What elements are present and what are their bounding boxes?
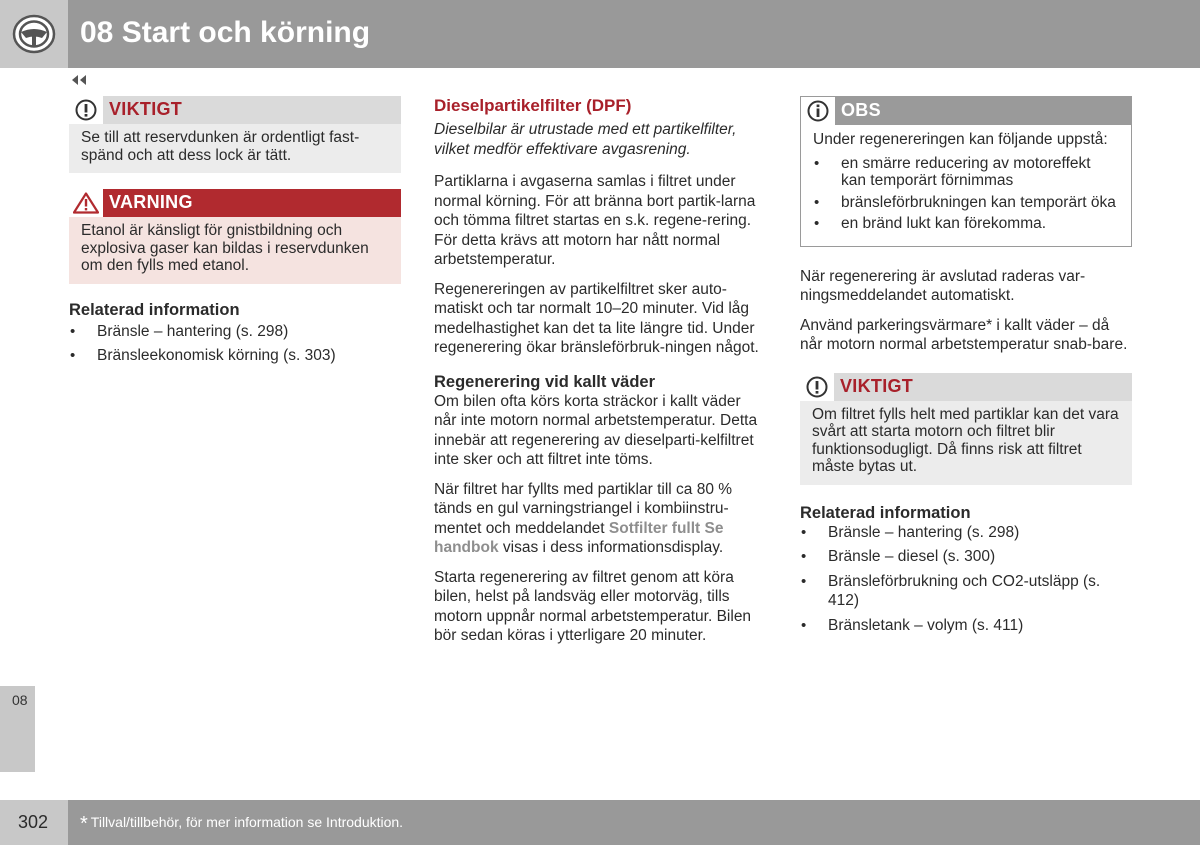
obs-header — [801, 97, 1131, 125]
obs-intro: Under regenereringen kan följande uppstå: — [813, 131, 1108, 148]
paragraph: När regenerering är avslutad raderas var-ningsmeddelandet automatiskt. — [800, 267, 1086, 304]
page-number: 302 — [18, 812, 49, 832]
column-right — [800, 96, 1132, 640]
section-intro: Dieselbilar är utrustade med ett partikelfilter, vilket medför effektivare avgasrening. — [434, 121, 737, 158]
related-info-list — [800, 523, 1132, 636]
related-link-item[interactable]: • Bränsleförbrukning och CO2-utsläpp (s. 412) — [800, 572, 1132, 611]
chapter-side-tab-label: 08 — [12, 692, 28, 708]
back-navigation-icon[interactable] — [70, 74, 88, 86]
viktigt-header — [800, 373, 1132, 401]
info-icon — [801, 97, 835, 125]
obs-list-item: • bränsleförbrukningen kan temporärt öka — [813, 194, 1119, 212]
paragraph — [434, 480, 766, 558]
viktigt-title: VIKTIGT — [840, 375, 914, 396]
viktigt-text: Om filtret fylls helt med partiklar kan det vara svårt att starta motorn och filtret blir funktionsodugligt. Då finns risk att filtret måste bytas ut. — [800, 401, 1132, 485]
varning-text: Etanol är känsligt för gnistbildning och explosiva gaser kan bildas i reservdunken om den fylls med etanol. — [69, 217, 401, 284]
viktigt-title: VIKTIGT — [109, 99, 183, 120]
obs-body — [801, 125, 1131, 246]
varning-header — [69, 189, 401, 217]
paragraph: Om bilen ofta körs korta sträckor i kallt väder når inte motorn normal arbetstemperatur. Detta innebär att regenerering av dieselparti-kelfiltret inte sker och att filtret inte töms. — [434, 392, 758, 468]
display-message: Sotfilter fullt Se handbok — [434, 519, 724, 556]
viktigt-notice — [69, 96, 401, 173]
paragraph: Använd parkeringsvärmare* i kallt väder – då når motorn normal arbetstemperatur snab-bare. — [800, 316, 1128, 353]
viktigt-notice — [800, 373, 1132, 485]
obs-title: OBS — [841, 100, 881, 121]
paragraph: Starta regenerering av filtret genom att köra bilen, helst på landsväg eller motorväg, tills motorn uppnår normal arbetstemperatur. Bilen bör sedan köras i ytterligare 20 minuter. — [434, 568, 752, 644]
viktigt-text: Se till att reservdunken är ordentligt fast-spänd och att dess lock är tätt. — [69, 124, 401, 173]
chapter-icon-box — [0, 0, 68, 68]
related-link-item[interactable]: • Bränsletank – volym (s. 411) — [800, 616, 1132, 636]
obs-notice — [800, 96, 1132, 247]
related-info-list — [69, 322, 401, 366]
related-info-heading: Relaterad information — [69, 300, 240, 319]
viktigt-header — [69, 96, 401, 124]
obs-list-item: • en bränd lukt kan förekomma. — [813, 215, 1119, 233]
related-link-item[interactable]: • Bränsleekonomisk körning (s. 303) — [69, 346, 401, 366]
related-info-heading: Relaterad information — [800, 503, 971, 522]
column-middle — [434, 96, 766, 656]
related-link-item[interactable]: • Bränsle – hantering (s. 298) — [800, 523, 1132, 543]
varning-notice — [69, 189, 401, 284]
steering-wheel-icon — [12, 14, 56, 54]
obs-list — [813, 155, 1119, 233]
varning-title: VARNING — [109, 192, 193, 213]
footnote — [80, 810, 403, 836]
important-icon — [69, 96, 103, 124]
warning-triangle-icon — [69, 189, 103, 217]
related-link-item[interactable]: • Bränsle – diesel (s. 300) — [800, 547, 1132, 567]
paragraph-text: visas i dess informationsdisplay. — [498, 539, 724, 556]
paragraph: Partiklarna i avgaserna samlas i filtret under normal körning. För att bränna bort partik-larna och tömma filtret startas en s.k. regene-rering. För detta krävs att motorn har nått normal arbetstemperatur. — [434, 173, 756, 268]
important-icon — [800, 373, 834, 401]
obs-list-item: • en smärre reducering av motoreffekt kan temporärt förnimmas — [813, 155, 1119, 190]
footnote-text: Tillval/tillbehör, för mer information se Introduktion. — [90, 814, 404, 830]
footnote-mark: * — [80, 813, 88, 835]
column-left — [69, 96, 401, 371]
paragraph: Regenereringen av partikelfiltret sker auto-matiskt och tar normalt 10–20 minuter. Vid låg medelhastighet kan det ta lite längre tid. Under regenerering ökar bränsleförbruk-ningen något. — [434, 280, 759, 356]
related-link-item[interactable]: • Bränsle – hantering (s. 298) — [69, 322, 401, 342]
section-title: Dieselpartikelfilter (DPF) — [434, 96, 632, 115]
chapter-title: 08 Start och körning — [80, 16, 371, 49]
paragraph-text: När filtret har fyllts med partiklar till ca 80 % tänds en gul varningstriangel i kombiinstru-mentet och meddelandet — [434, 480, 733, 537]
cold-weather-heading: Regenerering vid kallt väder — [434, 372, 656, 391]
